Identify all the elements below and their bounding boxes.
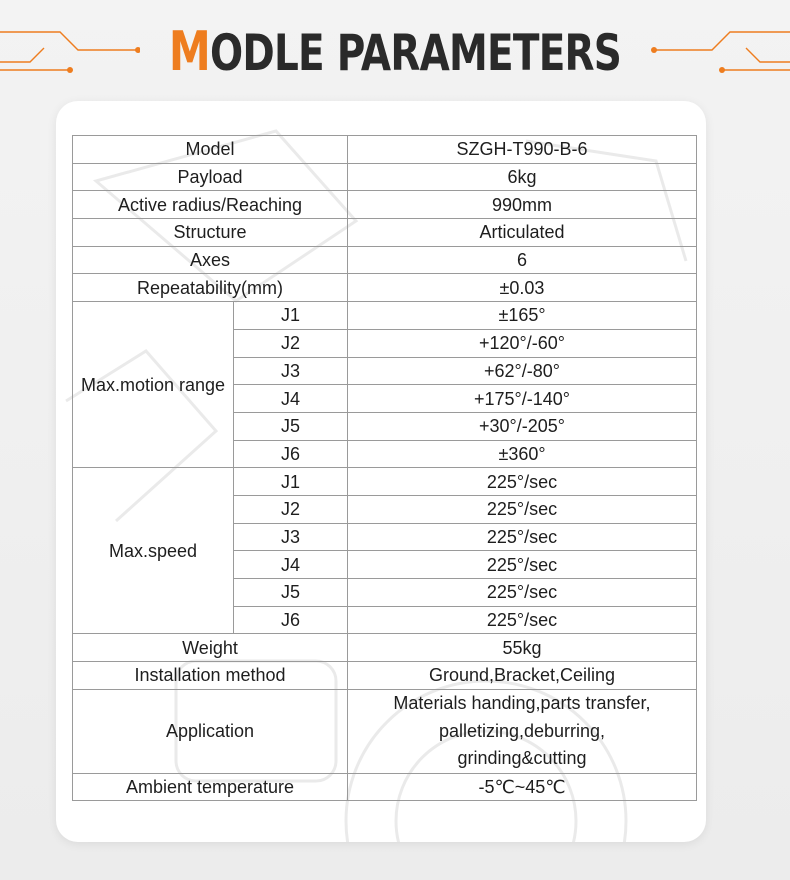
joint-label: J6 — [234, 606, 348, 634]
spec-value: ±0.03 — [348, 274, 697, 302]
joint-label: J2 — [234, 495, 348, 523]
weight-value: 55kg — [348, 634, 697, 662]
joint-value: +120°/-60° — [348, 329, 697, 357]
spec-value: SZGH-T990-B-6 — [348, 136, 697, 164]
spec-card — [56, 101, 706, 842]
page-title: MODLE PARAMETERS — [168, 20, 622, 83]
table-row — [73, 136, 697, 164]
installation-label: Installation method — [73, 662, 348, 690]
application-label: Application — [73, 689, 348, 773]
application-value — [348, 689, 697, 773]
joint-value: 225°/sec — [348, 495, 697, 523]
joint-label: J6 — [234, 440, 348, 468]
spec-value: 6 — [348, 246, 697, 274]
motion-range-label: Max.motion range — [73, 302, 234, 468]
ambient-value: -5℃~45℃ — [348, 773, 697, 801]
spec-value: Articulated — [348, 219, 697, 247]
spec-label: Active radius/Reaching — [73, 191, 348, 219]
spec-label: Axes — [73, 246, 348, 274]
application-line: Materials handing,parts transfer, — [393, 693, 651, 713]
joint-value: ±165° — [348, 302, 697, 330]
table-row — [73, 163, 697, 191]
joint-label: J3 — [234, 523, 348, 551]
table-row — [73, 634, 697, 662]
joint-label: J4 — [234, 551, 348, 579]
joint-label: J3 — [234, 357, 348, 385]
ambient-label: Ambient temperature — [73, 773, 348, 801]
spec-label: Model — [73, 136, 348, 164]
table-row — [73, 219, 697, 247]
joint-value: 225°/sec — [348, 523, 697, 551]
max-speed-label: Max.speed — [73, 468, 234, 634]
joint-value: +62°/-80° — [348, 357, 697, 385]
joint-value: ±360° — [348, 440, 697, 468]
table-row — [73, 773, 697, 801]
application-line: palletizing,deburring, — [438, 720, 606, 741]
joint-value: 225°/sec — [348, 551, 697, 579]
joint-label: J5 — [234, 579, 348, 607]
table-row — [73, 191, 697, 219]
joint-label: J5 — [234, 412, 348, 440]
table-row — [73, 246, 697, 274]
spec-label: Structure — [73, 219, 348, 247]
joint-label: J2 — [234, 329, 348, 357]
joint-value: +30°/-205° — [348, 412, 697, 440]
joint-value: 225°/sec — [348, 579, 697, 607]
joint-value: +175°/-140° — [348, 385, 697, 413]
joint-label: J1 — [234, 468, 348, 496]
page-header — [0, 0, 790, 96]
table-row — [73, 689, 697, 773]
joint-value: 225°/sec — [348, 606, 697, 634]
spec-label: Repeatability(mm) — [73, 274, 348, 302]
spec-label: Payload — [73, 163, 348, 191]
circuit-decoration-right-icon — [650, 18, 790, 78]
joint-value: 225°/sec — [348, 468, 697, 496]
table-row — [73, 662, 697, 690]
joint-label: J1 — [234, 302, 348, 330]
table-row — [73, 302, 697, 330]
spec-value: 990mm — [348, 191, 697, 219]
spec-table — [72, 135, 697, 801]
weight-label: Weight — [73, 634, 348, 662]
table-row — [73, 468, 697, 496]
table-row — [73, 274, 697, 302]
installation-value: Ground,Bracket,Ceiling — [348, 662, 697, 690]
application-line: grinding&cutting — [457, 748, 587, 768]
spec-value: 6kg — [348, 163, 697, 191]
joint-label: J4 — [234, 385, 348, 413]
